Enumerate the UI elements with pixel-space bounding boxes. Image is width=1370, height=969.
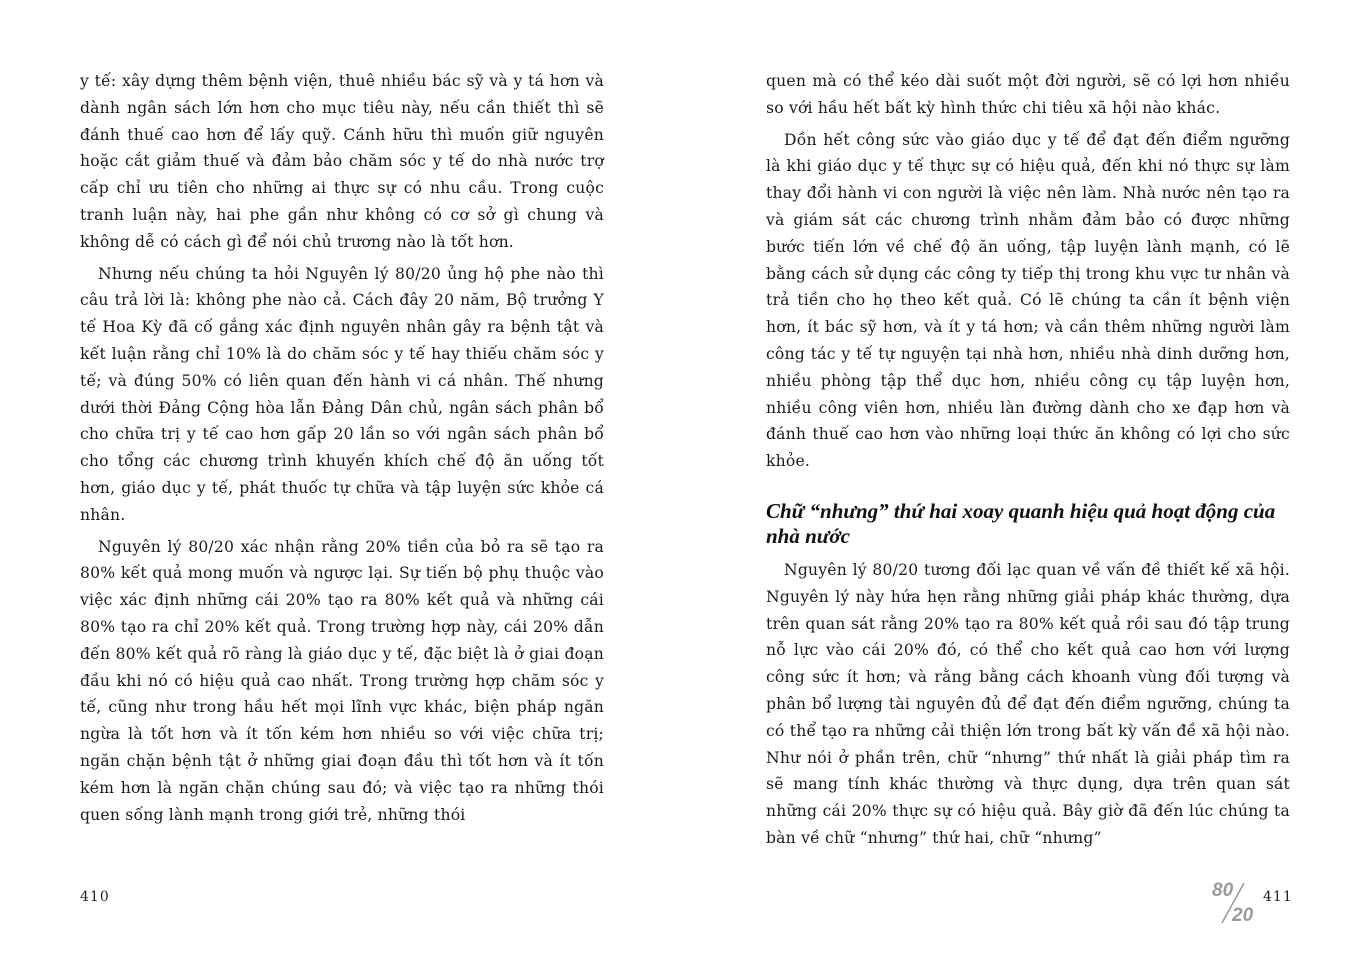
section-heading: Chữ “nhưng” thứ hai xoay quanh hiệu quả hoạt động của nhà nước [766, 498, 1276, 548]
page-number-left: 410 [80, 889, 110, 905]
body-paragraph: y tế: xây dựng thêm bệnh viện, thuê nhiều bác sỹ và y tá hơn và dành ngân sách lớn hơn cho mục tiêu này, nếu cần thiết thì sẽ đánh thuế cao hơn để lấy quỹ. Cánh hữu thì muốn giữ nguyên hoặc cắt giảm thuế và đảm bảo chăm sóc y tế do nhà nước trợ cấp chỉ ưu tiên cho những ai thực sự có nhu cầu. Trong cuộc tranh luận này, hai phe gần như không có cơ sở gì chung và không dễ có cách gì để nói chủ trương nào là tốt hơn. [80, 72, 604, 251]
logo-top-number: 80 [1212, 880, 1234, 901]
right-page [766, 0, 1290, 969]
logo-bottom-number: 20 [1232, 905, 1254, 925]
body-paragraph: Nhưng nếu chúng ta hỏi Nguyên lý 80/20 ủng hộ phe nào thì câu trả lời là: không phe nào cả. Cách đây 20 năm, Bộ trưởng Y tế Hoa Kỳ đã cố gắng xác định nguyên nhân gây ra bệnh tật và kết luận rằng chỉ 10% là do chăm sóc y tế hay thiếu chăm sóc y tế; và đúng 50% có liên quan đến hành vi cá nhân. Thế nhưng dưới thời Đảng Cộng hòa lẫn Đảng Dân chủ, ngân sách phân bổ cho chữa trị y tế cao hơn gấp 20 lần so với ngân sách phân bổ cho tổng các chương trình khuyến khích chế độ ăn uống tốt hơn, giáo dục y tế, phát thuốc tự chữa và tập luyện sức khỏe cá nhân. [80, 264, 604, 524]
body-paragraph: Nguyên lý 80/20 xác nhận rằng 20% tiền của bỏ ra sẽ tạo ra 80% kết quả mong muốn và ngược lại. Sự tiến bộ phụ thuộc vào việc xác định những cái 20% tạo ra 80% kết quả và những cái 80% tạo ra chỉ 20% kết quả. Trong trường hợp này, cái 20% dẫn đến 80% kết quả rõ ràng là giáo dục y tế, đặc biệt là ở giai đoạn đầu khi nó có hiệu quả cao nhất. Trong trường hợp chăm sóc y tế, cũng như trong hầu hết mọi lĩnh vực khác, biện pháp ngăn ngừa là tốt hơn và ít tốn kém hơn nhiều so với việc chữa trị; ngăn chặn bệnh tật ở những giai đoạn đầu thì tốt hơn và ít tốn kém hơn là ngăn chặn chúng sau đó; và việc tạo ra những thói quen sống lành mạnh trong giới trẻ, những thói [80, 537, 604, 824]
body-paragraph: quen mà có thể kéo dài suốt một đời người, sẽ có lợi hơn nhiều so với hầu hết bất kỳ hình thức chi tiêu xã hội nào khác. [766, 72, 1290, 117]
right-text-column [766, 68, 1290, 857]
body-paragraph: Dồn hết công sức vào giáo dục y tế để đạt đến điểm ngưỡng là khi giáo dục y tế thực sự có hiệu quả, đến khi nó thực sự làm thay đổi hành vi con người là việc nên làm. Nhà nước nên tạo ra và giám sát các chương trình nhằm đảm bảo có được những bước tiến lớn về chế độ ăn uống, tập luyện lành mạnh, có lẽ bằng cách sử dụng các công ty tiếp thị trong khu vực tư nhân và trả tiền cho họ theo kết quả. Có lẽ chúng ta cần ít bệnh viện hơn, ít bác sỹ hơn, và ít y tá hơn; và cần thêm những người làm công tác y tế tự nguyện tại nhà hơn, nhiều nhà dinh dưỡng hơn, nhiều phòng tập thể dục hơn, nhiều công cụ tập luyện hơn, nhiều công viên hơn, nhiều làn đường dành cho xe đạp hơn và đánh thuế cao hơn vào những loại thức ăn không có lợi cho sức khỏe. [766, 130, 1290, 471]
left-text-column [80, 68, 604, 833]
body-paragraph: Nguyên lý 80/20 tương đối lạc quan về vấn đề thiết kế xã hội. Nguyên lý này hứa hẹn rằng những giải pháp khác thường, dựa trên quan sát rằng 20% tạo ra 80% kết quả rồi sau đó tập trung nỗ lực vào cái 20% đó, có thể cho kết quả cao hơn với lượng công sức ít hơn; và rằng bằng cách khoanh vùng đối tượng và phân bổ lượng tài nguyên đủ để đạt đến điểm ngưỡng, chúng ta có thể tạo ra những cải thiện lớn trong bất kỳ vấn đề xã hội nào. Như nói ở phần trên, chữ “nhưng” thứ nhất là giải pháp tìm ra sẽ mang tính khác thường và thực dụng, dựa trên quan sát những cái 20% thực sự có hiệu quả. Bây giờ đã đến lúc chúng ta bàn về chữ “nhưng” thứ hai, chữ “nhưng” [766, 560, 1290, 847]
book-logo-80-20 [1210, 879, 1264, 925]
left-page [80, 0, 604, 969]
page-number-right: 411 [1263, 889, 1293, 905]
